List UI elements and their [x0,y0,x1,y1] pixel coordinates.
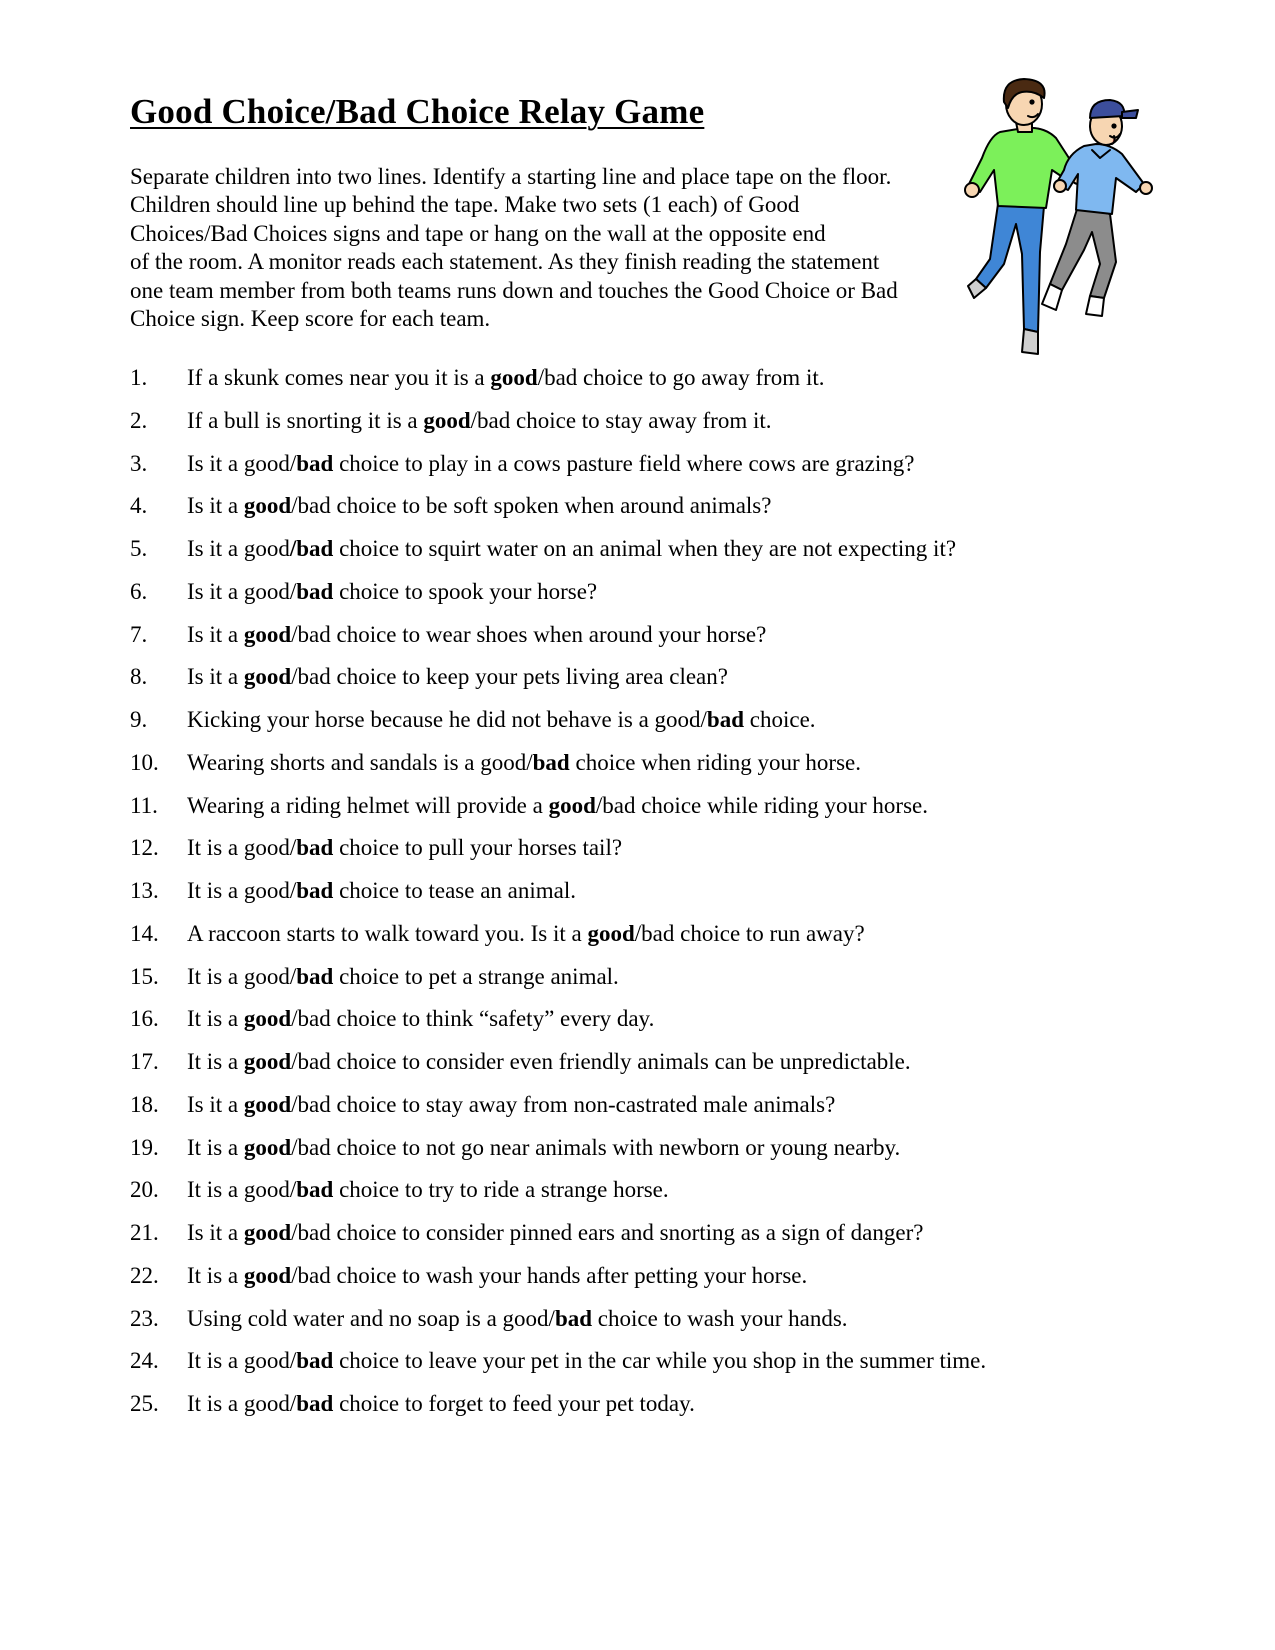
statement-fragment: /bad choice to consider even friendly animals can be unpredictable. [291,1049,911,1074]
statement-item [130,1176,986,1219]
statement-item [130,621,986,664]
intro-line: of the room. A monitor reads each statement. As they finish reading the statement [130,249,880,275]
statement-item [130,407,986,450]
statement-text [187,536,956,561]
statement-text [187,964,619,989]
intro-line: Children should line up behind the tape. Make two sets (1 each) of Good [130,192,800,218]
statement-item [130,920,986,963]
statement-fragment: It is a [187,1134,244,1160]
statement-fragment: /bad choice to consider pinned ears and snorting as a sign of danger? [291,1220,924,1245]
answer-highlight: bad [296,1177,334,1203]
statement-number: 24. [130,1348,159,1374]
statement-fragment: /bad choice to not go near animals with newborn or young nearby. [291,1134,901,1160]
statement-item [130,1048,986,1091]
answer-highlight: good [243,1134,292,1160]
statement-fragment: Is it a good/ [187,450,297,476]
statement-text [187,408,772,433]
statement-number: 3. [130,450,148,476]
statement-number: 9. [130,707,148,732]
statement-item [130,1134,986,1177]
intro-line: Separate children into two lines. Identify a starting line and place tape on the floor. [130,164,892,189]
statement-number: 16. [130,1006,159,1032]
statement-item [130,1091,986,1134]
statement-item [130,492,986,535]
statement-fragment: /bad choice to wash your hands after petting your horse. [291,1262,808,1288]
statement-item [130,792,986,835]
statement-text [187,921,865,946]
statement-fragment: It is a [187,1049,244,1074]
answer-highlight: good [587,920,635,946]
statement-fragment: A raccoon starts to walk toward you. Is it a [187,920,588,946]
statement-fragment: choice to squirt water on an animal when they are not expecting it? [333,536,957,561]
answer-highlight: bad [296,835,334,861]
statement-fragment: choice to leave your pet in the car while you shop in the summer time. [333,1348,987,1374]
statement-text [187,1092,835,1117]
statement-item [130,834,986,877]
answer-highlight: bad [296,878,334,903]
statement-number: 25. [130,1391,159,1416]
statement-fragment: Is it a good/ [187,578,297,604]
answer-highlight: good [243,1049,292,1074]
statement-number: 2. [130,407,148,433]
statement-number: 4. [130,493,148,519]
two-boys-running-illustration [960,74,1220,390]
statement-item [130,749,986,792]
statement-number: 6. [130,578,148,604]
statement-fragment: choice to try to ride a strange horse. [333,1177,669,1203]
statement-fragment: choice to tease an animal. [333,878,577,903]
statement-fragment: Kicking your horse because he did not behave is a good/ [187,707,707,732]
answer-highlight: bad [554,1305,593,1331]
statement-fragment: /bad choice to be soft spoken when around animals? [291,493,772,519]
statement-item [130,535,986,578]
statement-number: 11. [130,792,158,818]
statement-number: 8. [130,664,148,690]
statement-number: 5. [130,536,148,561]
statement-fragment: Is it a [187,1091,244,1117]
statement-text [187,1177,669,1202]
statement-fragment: It is a [187,1006,244,1032]
statement-text [187,1006,654,1031]
answer-highlight: bad [296,450,334,476]
intro-line: Choice sign. Keep score for each team. [130,306,491,332]
statement-fragment: /bad choice to run away? [634,920,865,946]
statement-text [187,1220,923,1245]
statement-text [187,878,576,903]
answer-highlight: good [243,1220,292,1245]
statement-number: 21. [130,1220,159,1245]
intro-line: Choices/Bad Choices signs and tape or hang on the wall at the opposite end [130,220,826,246]
statement-text [187,1049,911,1074]
statement-number: 14. [130,920,159,946]
answer-highlight: bad [296,1348,334,1374]
statement-fragment: choice to pet a strange animal. [333,963,619,989]
statement-text [187,1391,695,1416]
statement-item [130,1347,986,1390]
statement-text [187,579,597,604]
statement-fragment: /bad choice to stay away from it. [470,407,772,433]
statement-item [130,364,986,407]
statement-text [187,707,816,732]
statement-fragment: It is a good/ [187,1348,297,1374]
boy-green-shirt-icon [965,79,1084,354]
statement-fragment: choice when riding your horse. [569,749,861,775]
statement-fragment: /bad choice to stay away from non-castrated male animals? [291,1091,836,1117]
statement-item [130,1219,986,1262]
statement-number: 1. [130,365,148,390]
answer-highlight: good [243,664,292,690]
statement-item [130,1005,986,1048]
statement-number: 17. [130,1049,159,1074]
statement-fragment: choice to pull your horses tail? [333,835,623,861]
statement-text [187,493,771,518]
statement-number: 13. [130,878,159,903]
answer-highlight: good [490,365,538,390]
answer-highlight: good [243,1262,292,1288]
statement-fragment: /bad choice to go away from it. [537,365,825,390]
statement-text [187,365,824,390]
statement-fragment: choice to forget to feed your pet today. [333,1391,695,1416]
statement-fragment: choice to play in a cows pasture field where cows are grazing? [333,450,915,476]
boy-blue-shirt-icon [1042,100,1152,316]
statement-item [130,877,986,920]
statement-list [130,364,986,1433]
statement-text [187,622,766,647]
statement-number: 15. [130,963,159,989]
statement-fragment: Is it a [187,621,244,647]
statement-fragment: Wearing a riding helmet will provide a [187,792,549,818]
answer-highlight: good [423,407,471,433]
answer-highlight: good [243,1006,292,1032]
statement-text [187,451,915,476]
statement-fragment: If a bull is snorting it is a [187,407,424,433]
statement-fragment: /bad choice while riding your horse. [595,792,929,818]
statement-fragment: It is a good/ [187,1177,297,1203]
answer-highlight: bad [296,578,334,604]
statement-text [187,1263,807,1288]
statement-fragment: It is a [187,1262,244,1288]
statement-text [187,750,861,775]
statement-fragment: Wearing shorts and sandals is a good/ [187,749,533,775]
statement-text [187,1135,900,1160]
answer-highlight: bad [532,749,570,775]
statement-fragment: /bad choice to keep your pets living area clean? [291,664,728,690]
intro-paragraph [130,163,980,333]
statement-fragment: It is a good/ [187,835,297,861]
answer-highlight: bad [296,1391,334,1416]
statement-item [130,578,986,621]
answer-highlight: good [548,792,596,818]
statement-text [187,1306,848,1331]
statement-fragment: It is a good/ [187,878,297,903]
statement-fragment: /bad choice to wear shoes when around your horse? [291,621,767,647]
statement-text [187,664,728,689]
statement-fragment: Is it a [187,664,244,690]
statement-number: 10. [130,749,159,775]
statement-number: 12. [130,835,159,861]
statement-number: 22. [130,1262,159,1288]
statement-fragment: choice. [744,707,816,732]
statement-fragment: If a skunk comes near you it is a [187,365,491,390]
statement-fragment: Is it a [187,493,244,519]
answer-highlight: good [243,493,292,519]
statement-fragment: Is it a good [187,536,290,561]
statement-fragment: choice to spook your horse? [333,578,598,604]
statement-number: 20. [130,1177,159,1203]
answer-highlight: /bad [289,536,334,561]
statement-fragment: /bad choice to think “safety” every day. [291,1006,655,1032]
answer-highlight: bad [296,963,334,989]
statement-fragment: Using cold water and no soap is a good/ [187,1305,555,1331]
statement-item [130,1390,986,1433]
statement-number: 23. [130,1305,159,1331]
statement-fragment: choice to wash your hands. [592,1305,848,1331]
statement-item [130,963,986,1006]
intro-line: one team member from both teams runs down and touches the Good Choice or Bad [130,277,898,303]
statement-text [187,835,622,860]
statement-item [130,706,986,749]
statement-fragment: It is a good/ [187,1391,297,1416]
answer-highlight: good [243,621,292,647]
statement-text [187,1348,986,1373]
statement-fragment: It is a good/ [187,963,297,989]
statement-item [130,1262,986,1305]
answer-highlight: good [243,1091,292,1117]
page-title: Good Choice/Bad Choice Relay Game [130,92,705,131]
statement-item [130,663,986,706]
statement-number: 19. [130,1134,159,1160]
answer-highlight: bad [706,707,745,732]
statement-number: 18. [130,1091,159,1117]
statement-item [130,450,986,493]
statement-item [130,1305,986,1348]
statement-number: 7. [130,621,148,647]
statement-fragment: Is it a [187,1220,244,1245]
statement-text [187,793,928,818]
